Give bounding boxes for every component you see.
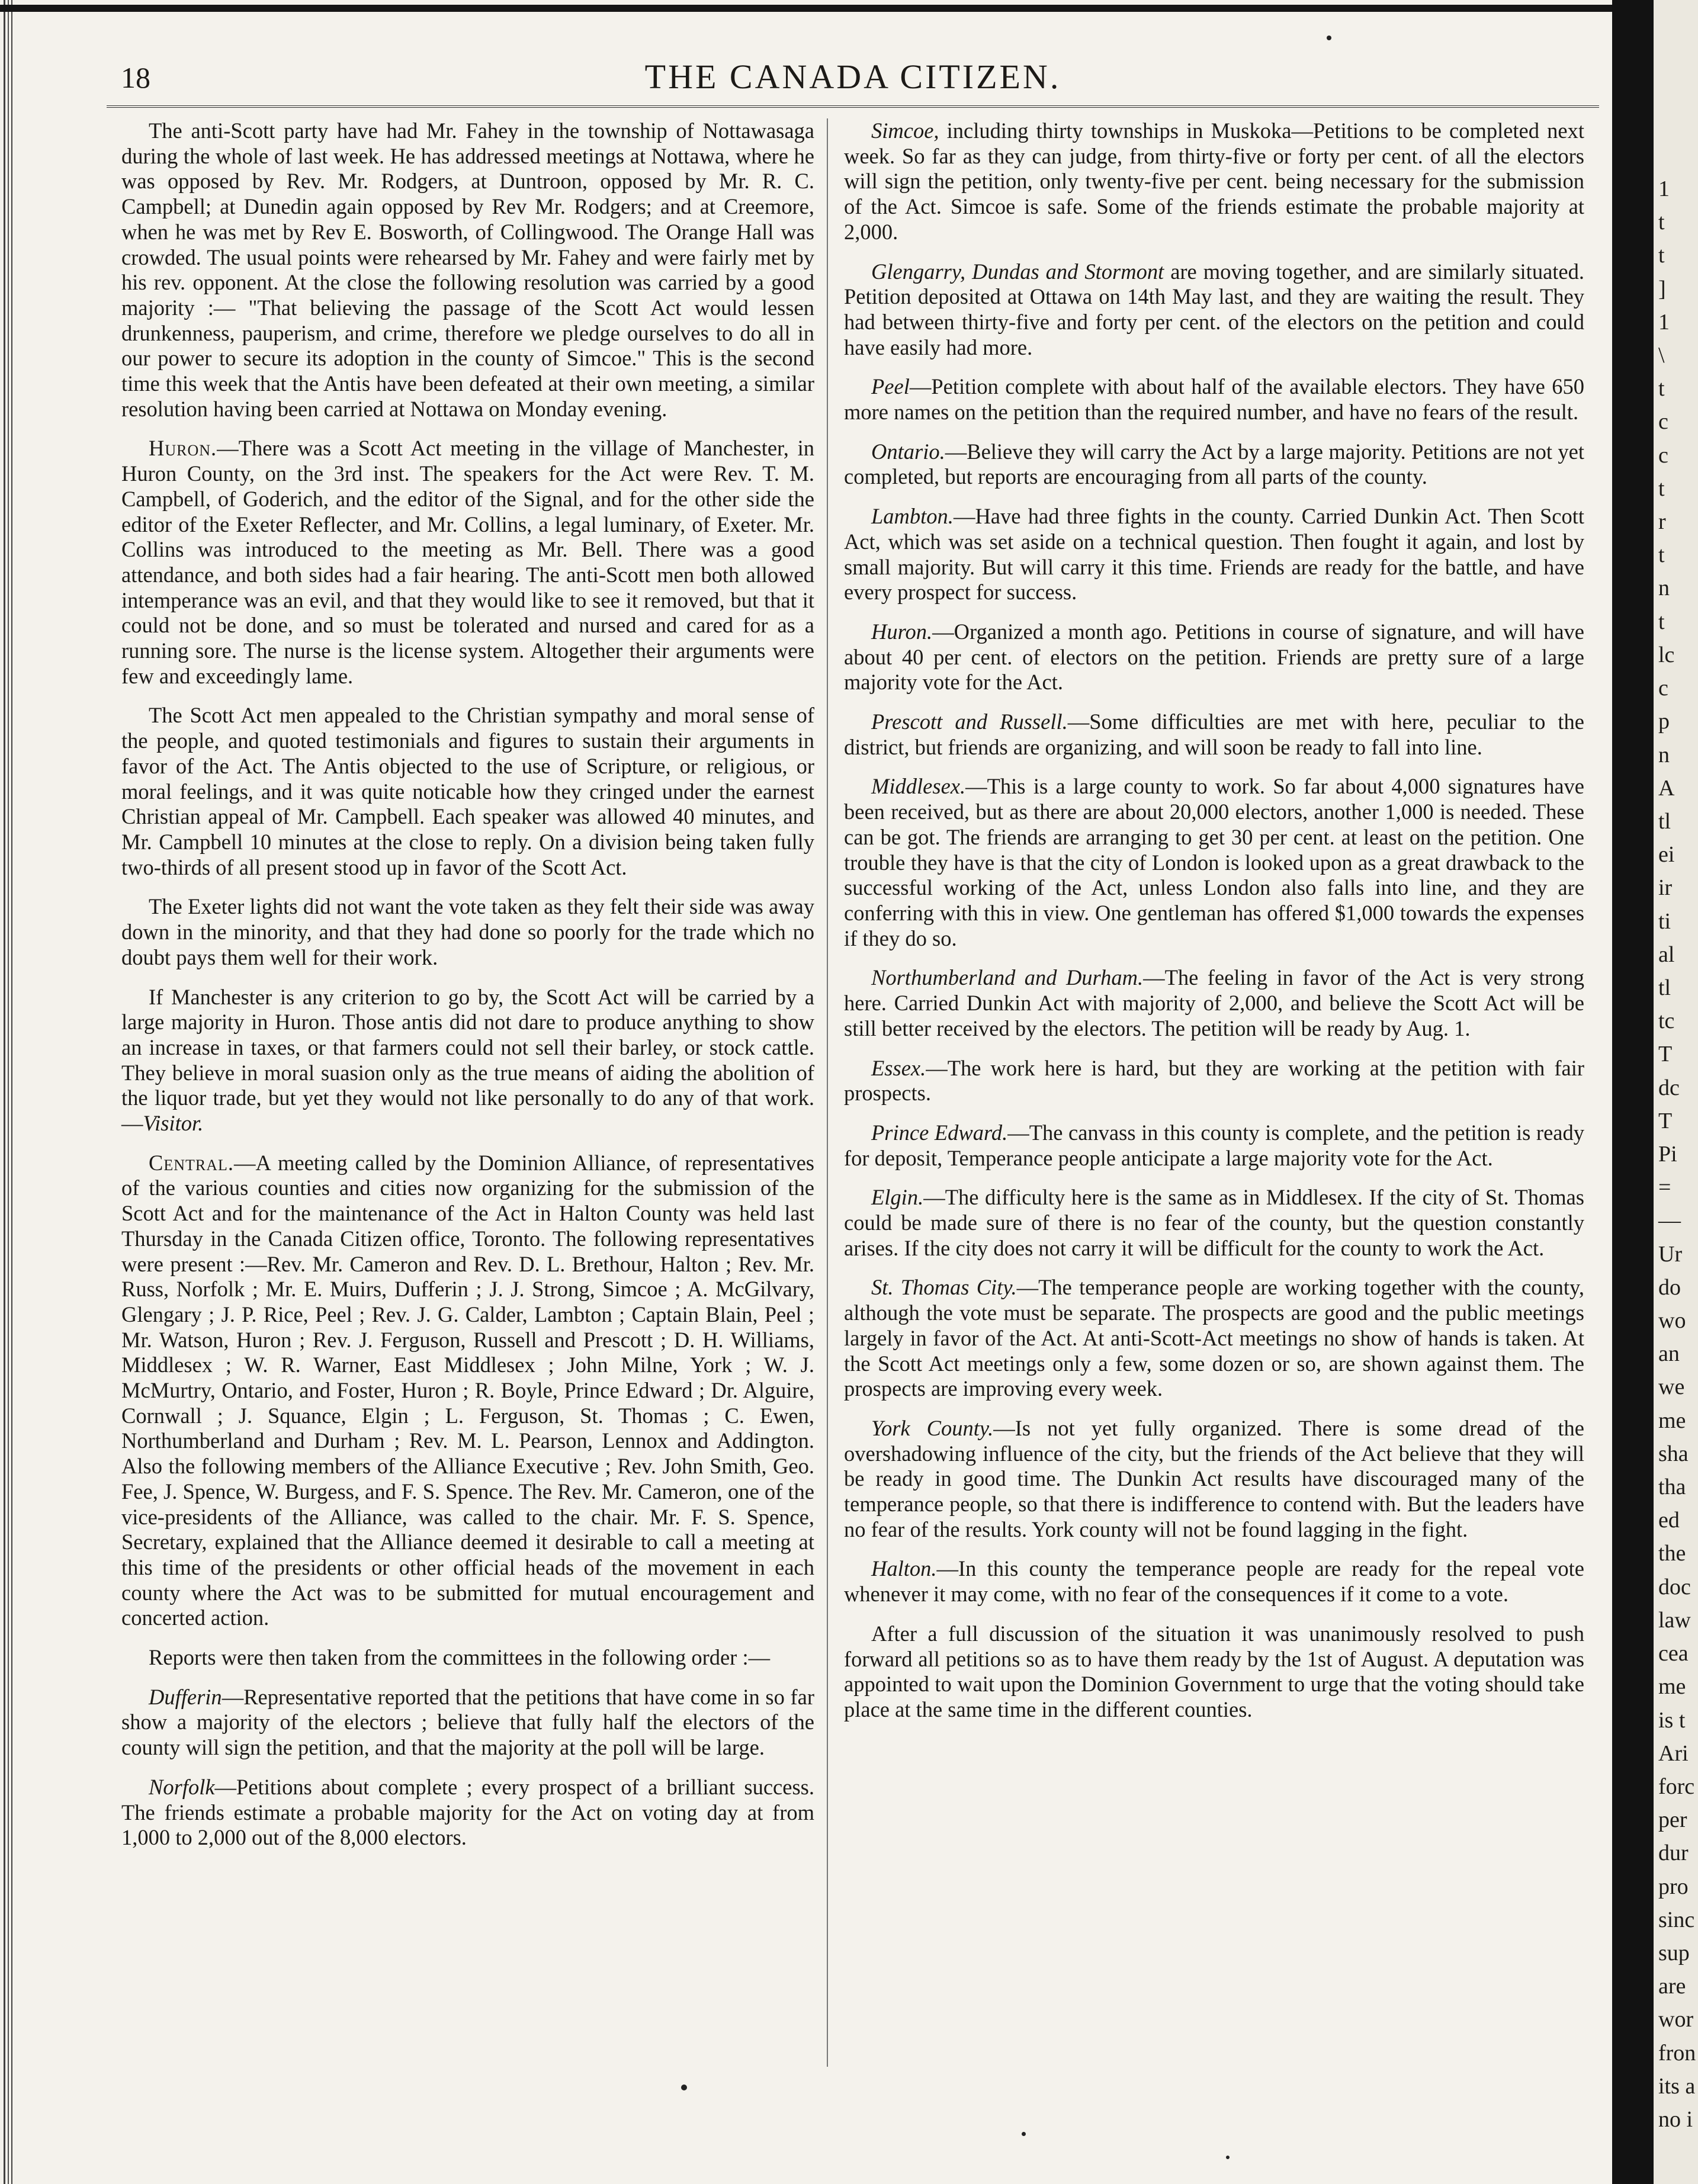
margin-fragment: fron: [1658, 2040, 1696, 2066]
margin-fragment: pro: [1658, 1874, 1689, 1899]
margin-fragment: tl: [1658, 808, 1671, 834]
column-divider: [827, 118, 828, 2067]
paragraph: [844, 439, 1584, 490]
margin-fragment: c: [1658, 442, 1668, 468]
margin-fragment: law: [1658, 1607, 1691, 1633]
margin-fragment: cea: [1658, 1641, 1689, 1666]
paragraph: [844, 1416, 1584, 1543]
margin-fragment: are: [1658, 1974, 1686, 1999]
right-column: [844, 118, 1584, 1737]
left-column: [121, 118, 814, 1865]
page-number: 18: [121, 61, 150, 94]
binding-rule: [4, 0, 14, 2184]
section-lead: Central.: [149, 1150, 235, 1175]
paragraph-text: —A meeting called by the Dominion Alliance, of representatives of the various counties and cities now organizing for the submission of the Scott Act and for the maintenance of the Act in Halton County was held last Thursday in the Canada Citizen office, Toronto. The following representatives were present :—Rev. Mr. Cameron and Rev. D. L. Brethour, Halton ; Rev. Mr. Russ, Norfolk ; Mr. E. Muirs, Dufferin ; J. J. Strong, Simcoe ; A. McGilvary, Glengary ; J. P. Rice, Peel ; Rev. J. G. Calder, Lambton ; Captain Blain, Peel ; Mr. Watson, Huron ; Rev. J. Ferguson, Russell and Prescott ; D. H. Williams, Middlesex ; W. R. Warner, East Middlesex ; John Milne, York ; W. J. McMurtry, Ontario, and Foster, Huron ; R. Boyle, Prince Edward ; Dr. Alguire, Cornwall ; J. Squance, Elgin ; L. Ferguson, St. Thomas ; C. Ewen, Northumberland and Durham ; Rev. M. L. Pearson, Lennox and Addington. Also the following members of the Alliance Executive ; Rev. John Smith, Geo. Fee, J. Spence, W. Burgess, and F. S. Spence. The Rev. Mr. Cameron, one of the vice-presidents of the Alliance, was called to the chair. Mr. F. S. Spence, Secretary, explained that the Alliance deemed it desirable to call a meeting at this time of the presidents or other official heads of the movement in each county where the Act was to be submitted for mutual encouragement and concerted action.: [121, 1150, 814, 1630]
paragraph: [121, 894, 814, 970]
county-heading: Glengarry, Dundas and Stormont: [871, 259, 1164, 284]
margin-fragment: p: [1658, 709, 1670, 734]
paragraph-text: —The feeling in favor of the Act is very strong here. Carried Dunkin Act with majority of 2,000, and believe the Scott Act will be still better received by the electors. The petition will be ready by Aug. 1.: [844, 965, 1584, 1040]
margin-fragment: dc: [1658, 1075, 1680, 1100]
running-title: THE CANADA CITIZEN.: [644, 57, 1061, 96]
margin-fragment: t: [1658, 609, 1665, 634]
margin-fragment: —: [1658, 1208, 1681, 1234]
margin-fragment: forc: [1658, 1774, 1695, 1799]
margin-fragment: an: [1658, 1341, 1680, 1367]
paragraph-text: —Have had three fights in the county. Carried Dunkin Act. Then Scott Act, which was set aside on a technical question. Then fought it again, and lost by small majority. But will carry it this time. Friends are ready for the battle, and have every prospect for success.: [844, 504, 1584, 605]
margin-fragment: sinc: [1658, 1907, 1695, 1932]
paragraph: [121, 1645, 814, 1671]
paragraph: [844, 965, 1584, 1041]
margin-fragment: dur: [1658, 1841, 1689, 1866]
paragraph: [844, 1621, 1584, 1723]
paragraph: [844, 709, 1584, 760]
paragraph-text: —The temperance people are working together with the county, although the vote must be separate. The prospects are good and the public meetings largely in favor of the Act. At anti-Scott-Act meetings no show of hands is taken. At the Scott Act meetings only a few, some dozen or so, are shown against them. The prospects are improving every week.: [844, 1275, 1584, 1401]
paragraph: [844, 1275, 1584, 1402]
margin-fragment: al: [1658, 942, 1675, 967]
margin-fragment: ir: [1658, 875, 1673, 901]
paragraph: [844, 619, 1584, 695]
county-heading: Prescott and Russell.: [871, 709, 1068, 734]
paragraph: [844, 1185, 1584, 1261]
margin-fragment: =: [1658, 1175, 1671, 1200]
paragraph: [844, 1556, 1584, 1607]
page-edge-shadow: [1612, 0, 1654, 2184]
page-header: [107, 46, 1599, 108]
top-border-rule: [0, 5, 1635, 12]
margin-fragment: its a: [1658, 2073, 1696, 2099]
county-heading: Halton.: [871, 1556, 937, 1581]
paragraph-text: —The canvass in this county is complete, and the petition is ready for deposit, Temperance people anticipate a large majority vote for the Act.: [844, 1120, 1584, 1170]
paragraph-text: including thirty townships in Muskoka—Petitions to be completed next week. So far as they can judge, from thirty-five or forty per cent. of all the electors will sign the petition, only twenty-five per cent. being necessary for the submission of the Act. Simcoe is safe. Some of the friends estimate the probable majority at 2,000.: [844, 118, 1584, 244]
paragraph-text: —This is a large county to work. So far about 4,000 signatures have been received, but as there are about 20,000 electors, another 1,000 is needed. These can be got. The friends are arranging to get 30 per cent. at least on the petition. One trouble they have is that the city of London is looked upon as a great drawback to the successful working of the Act, unless London also falls into line, and they are conferring with this in view. One gentleman has offered $1,000 towards the expenses if they do so.: [844, 774, 1584, 950]
margin-fragment: lc: [1658, 642, 1675, 667]
margin-fragment: ed: [1658, 1508, 1680, 1533]
margin-fragment: t: [1658, 243, 1665, 268]
county-heading: Huron.: [871, 619, 933, 644]
paragraph-text: Reports were then taken from the committees in the following order :—: [149, 1645, 771, 1670]
county-heading: Elgin.: [871, 1185, 924, 1210]
margin-fragment: n: [1658, 742, 1670, 767]
margin-fragment: t: [1658, 542, 1665, 568]
margin-fragment: tc: [1658, 1009, 1675, 1034]
margin-fragment: Ari: [1658, 1740, 1689, 1766]
adjacent-page-fragments: [1654, 0, 1698, 2184]
paragraph: [844, 259, 1584, 361]
county-heading: Northumberland and Durham.: [871, 965, 1144, 990]
speck: [1327, 36, 1331, 40]
paragraph-text: —There was a Scott Act meeting in the village of Manchester, in Huron County, on the 3rd inst. The speakers for the Act were Rev. T. M. Campbell, of Goderich, and the editor of the Signal, and for the other side the editor of the Exeter Reflecter, and Mr. Collins, a legal luminary, of Exeter. Mr. Collins was introduced to the meeting as Mr. Bell. There was a good attendance, and both sides had a fair hearing. The anti-Scott men both allowed intemperance was an evil, and that they would like to see it removed, but that it could not be done, and so must be tolerated and nursed and cared for as a running sore. The nurse is the license system. Altogether their arguments were few and exceedingly lame.: [121, 436, 814, 688]
paragraph: [121, 118, 814, 422]
margin-fragment: ei: [1658, 842, 1675, 868]
county-heading: St. Thomas City.: [871, 1275, 1017, 1300]
paragraph: [844, 504, 1584, 605]
margin-fragment: c: [1658, 676, 1668, 701]
margin-fragment: t: [1658, 476, 1665, 501]
county-heading: Dufferin: [149, 1684, 222, 1709]
margin-fragment: the: [1658, 1541, 1686, 1566]
paragraph-text: The Exeter lights did not want the vote taken as they felt their side was away down in the minority, and that they had done so poorly for the trade which no doubt pays them well for their work.: [121, 894, 814, 969]
margin-fragment: T: [1658, 1042, 1673, 1067]
margin-fragment: sha: [1658, 1441, 1689, 1466]
paragraph-text: —The work here is hard, but they are working at the petition with fair prospects.: [844, 1055, 1584, 1106]
county-heading: Simcoe,: [871, 118, 939, 143]
paragraph-text: —Representative reported that the petitions that have come in so far show a majority of the electors ; believe that fully half the electors of the county will sign the petition, and that the majority at the poll will be large.: [121, 1684, 814, 1760]
paragraph: [844, 1120, 1584, 1171]
margin-fragment: n: [1658, 576, 1670, 601]
paragraph-text: —In this county the temperance people are ready for the repeal vote whenever it may come, with no fear of the consequences if it come to a vote.: [844, 1556, 1584, 1607]
margin-fragment: me: [1658, 1408, 1686, 1433]
margin-fragment: T: [1658, 1108, 1673, 1133]
margin-fragment: per: [1658, 1807, 1687, 1833]
margin-fragment: wo: [1658, 1308, 1686, 1334]
margin-fragment: \: [1658, 343, 1665, 368]
paragraph-text: The Scott Act men appealed to the Christian sympathy and moral sense of the people, and quoted testimonials and figures to sustain their arguments in favor of the Act. The Antis objected to the use of Scripture, or religious, or moral feelings, and it was quite noticable how they cringed under the earnest Christian appeal of Mr. Campbell. Each speaker was allowed 40 minutes, and Mr. Campbell 10 minutes at the close to reply. On a division being taken fully two-thirds of all present stood up in favor of the Scott Act.: [121, 703, 814, 879]
paragraph-text: —Petitions about complete ; every prospect of a brilliant success. The friends estimate a probable majority for the Act on voting day at from 1,000 to 2,000 out of the 8,000 electors.: [121, 1774, 814, 1850]
paragraph-text: The anti-Scott party have had Mr. Fahey in the township of Nottawasaga during the whole of last week. He has addressed meetings at Nottawa, where he was opposed by Rev. Mr. Rodgers, at Duntroon, opposed by Mr. R. C. Campbell; at Dunedin again opposed by Rev Mr. Rodgers; and at Creemore, when he was met by Rev E. Bosworth, of Collingwood. The Orange Hall was crowded. The usual points were rehearsed by Mr. Fahey and were fairly met by his rev. opponent. At the close the following resolution was carried by a good majority :— "That believing the passage of the Scott Act would lessen drunkenness, pauperism, and crime, therefore we pledge ourselves to do all in our power to secure its adoption in the county of Simcoe." This is the second time this week that the Antis have been defeated at their own meeting, a similar resolution having been carried at Nottawa on Monday evening.: [121, 118, 814, 421]
paragraph-text: If Manchester is any criterion to go by, the Scott Act will be carried by a large majority in Huron. Those antis did not dare to produce anything to show an increase in taxes, or that farmers could not sell their barley, or stock cattle. They believe in moral suasion only as the true means of aiding the abolition of the liquor trade, but yet they would not like personally to do any of that work.—: [121, 984, 814, 1136]
paragraph: [844, 1056, 1584, 1106]
margin-fragment: ti: [1658, 908, 1671, 934]
paragraph-text: —The difficulty here is the same as in Middlesex. If the city of St. Thomas could be made sure of there is no fear of the county, but the question constantly arises. If the city does not carry it will be difficult for the county to work the Act.: [844, 1185, 1584, 1260]
margin-fragment: 1: [1658, 176, 1670, 201]
margin-fragment: tl: [1658, 975, 1671, 1000]
margin-fragment: is t: [1658, 1707, 1686, 1733]
paragraph-text: —Organized a month ago. Petitions in course of signature, and will have about 40 per cent. of electors on the petition. Friends are pretty sure of a large majority vote for the Act.: [844, 619, 1584, 695]
paragraph: [121, 436, 814, 689]
paragraph: [121, 1685, 814, 1761]
speck: [1022, 2132, 1026, 2136]
county-heading: Peel: [871, 374, 910, 399]
margin-fragment: Pi: [1658, 1142, 1677, 1167]
speck: [1226, 2156, 1230, 2159]
paragraph: [844, 118, 1584, 245]
margin-fragment: tha: [1658, 1475, 1686, 1500]
county-heading: Norfolk: [149, 1774, 215, 1799]
margin-fragment: doc: [1658, 1574, 1691, 1600]
signature: Visitor.: [143, 1111, 204, 1136]
paragraph-text: are moving together, and are similarly situated. Petition deposited at Ottawa on 14th May last, and they are waiting the result. They had between thirty-five and forty per cent. of the electors on the petition and could have easily had more.: [844, 259, 1584, 359]
margin-fragment: 1: [1658, 309, 1670, 335]
margin-fragment: t: [1658, 210, 1665, 235]
county-heading: Lambton.: [871, 504, 954, 529]
county-heading: Essex.: [871, 1055, 926, 1080]
speck: [681, 2085, 687, 2090]
margin-fragment: sup: [1658, 1940, 1690, 1965]
county-heading: York County.: [871, 1415, 994, 1440]
margin-fragment: r: [1658, 509, 1666, 535]
margin-fragment: me: [1658, 1674, 1686, 1700]
paragraph-text: —Some difficulties are met with here, peculiar to the district, but friends are organizing, and will soon be ready to fall into line.: [844, 709, 1584, 759]
county-heading: Prince Edward.: [871, 1120, 1008, 1145]
paragraph: [121, 985, 814, 1136]
margin-fragment: Ur: [1658, 1241, 1683, 1267]
margin-fragment: t: [1658, 376, 1665, 402]
margin-fragment: A: [1658, 775, 1675, 801]
margin-fragment: do: [1658, 1274, 1681, 1300]
section-lead: Huron.: [149, 436, 217, 461]
paragraph: [844, 374, 1584, 425]
county-heading: Middlesex.: [871, 774, 966, 799]
paragraph: [121, 1151, 814, 1631]
county-heading: Ontario.: [871, 439, 945, 464]
paragraph-text: —Petition complete with about half of the available electors. They have 650 more names on the petition than the required number, and have no fears of the result.: [844, 374, 1584, 425]
paragraph: [844, 774, 1584, 951]
paragraph-text: After a full discussion of the situation it was unanimously resolved to push forward all petitions so as to have them ready by the 1st of August. A deputation was appointed to wait upon the Dominion Government to urge that the voting should take place at the same time in the different counties.: [844, 1621, 1584, 1721]
margin-fragment: wor: [1658, 2007, 1694, 2032]
margin-fragment: ]: [1658, 276, 1666, 301]
paragraph-text: —Is not yet fully organized. There is some dread of the overshadowing influence of the city, but the friends of the Act believe that they will be ready in good time. The Dunkin Act results have discouraged many of the temperance people, so that there is indifference to contend with. But the leaders have no fear of the results. York county will not be found lagging in the fight.: [844, 1415, 1584, 1541]
margin-fragment: c: [1658, 409, 1668, 435]
margin-fragment: no i: [1658, 2107, 1693, 2132]
margin-fragment: we: [1658, 1374, 1685, 1400]
paragraph-text: —Believe they will carry the Act by a large majority. Petitions are not yet completed, but reports are encouraging from all parts of the county.: [844, 439, 1584, 489]
paragraph: [121, 1775, 814, 1851]
paragraph: [121, 703, 814, 880]
